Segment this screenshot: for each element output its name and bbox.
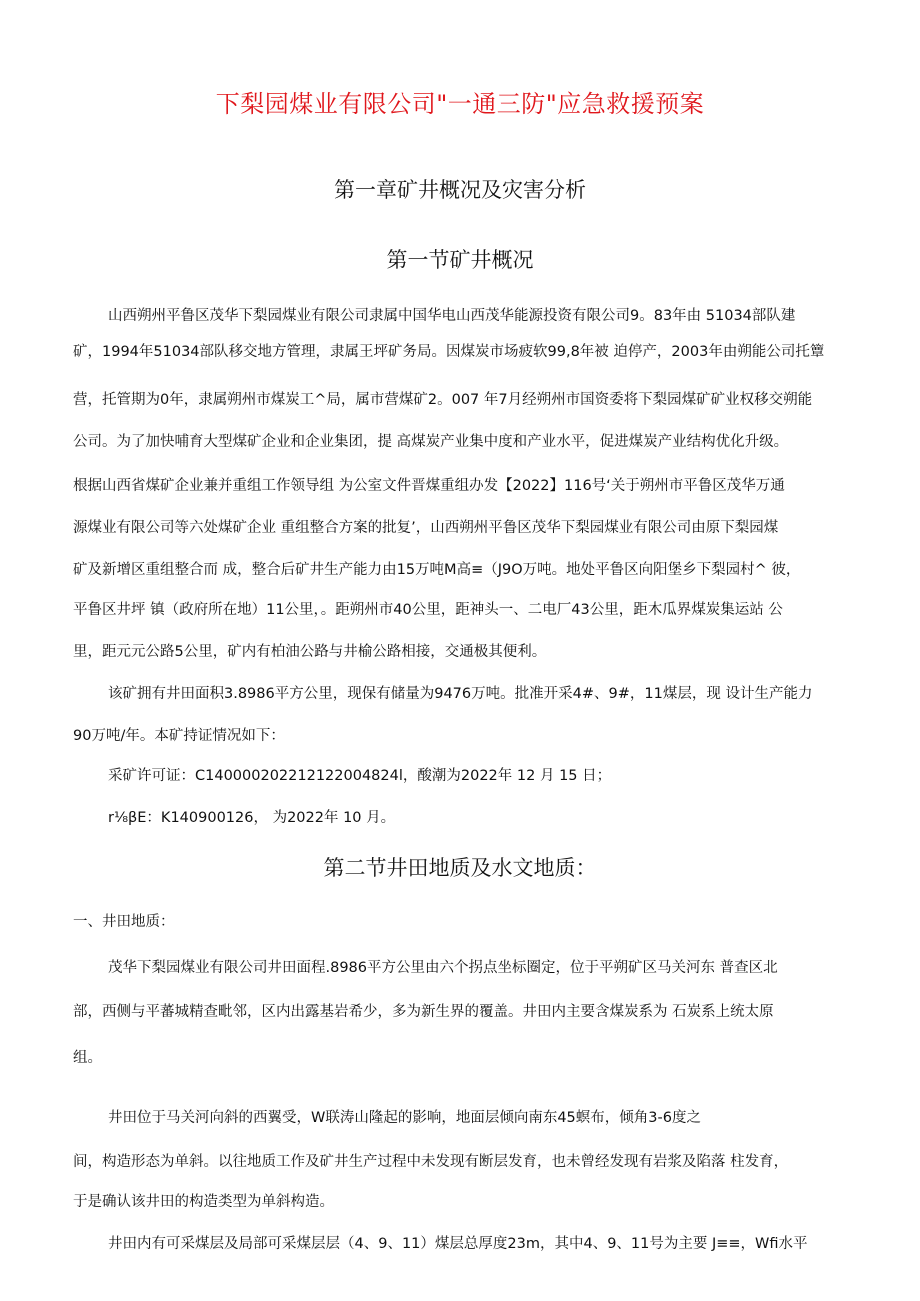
paragraph-line: 部，西侧与平蕃城精查毗邻，区内出露基岩希少，多为新生界的覆盖。井田内主要含煤炭系为 石炭系上统太原 (73, 1004, 774, 1020)
paragraph-line: 营，托管期为0年，隶属朔州市煤炭工^局，属市营煤矿2。007 年7月经朔州市国资委将下梨园煤矿矿业权移交朔能 (73, 392, 813, 408)
paragraph-line: 茂华下梨园煤业有限公司井田面程.8986平方公里由六个拐点坐标圈定，位于平朔矿区马关河东 普查区北 (108, 960, 778, 976)
chapter-title: 第一章矿井概况及灾害分析 (334, 178, 586, 202)
paragraph-line: 矿及新增区重组整合而 成，整合后矿井生产能力由15万吨M高≡（J9O万吨。地处平鲁区向阳堡乡下梨园村^ 彼， (73, 562, 801, 578)
paragraph-line: 组。 (73, 1050, 102, 1066)
paragraph-line: 源煤业有限公司等六处煤矿企业 重组整合方案的批复’，山西朔州平鲁区茂华下梨园煤业有限公司由原下梨园煤 (73, 520, 779, 536)
paragraph-line: 山西朔州平鲁区茂华下梨园煤业有限公司隶属中国华电山西茂华能源投资有限公司9。83年由 51034部队建 (108, 308, 796, 324)
paragraph-line: 90万吨/年。本矿持证情况如下： (73, 728, 285, 744)
paragraph-line: 平鲁区井坪 镇（政府所在地）11公里，。距朔州市40公里，距神头一、二电厂43公里，距木瓜界煤炭集运站 公 (73, 602, 783, 618)
license-line: 采矿许可证：C140000202212122004824l，酸潮为2022年 12 月 15 日； (108, 768, 612, 784)
paragraph-line: 根据山西省煤矿企业兼并重组工作领导组 为公室文件晋煤重组办发【2022】116号‘关于朔州市平鲁区茂华万通 (73, 478, 785, 494)
paragraph-line: 于是确认该井田的构造类型为单斜构造。 (73, 1194, 334, 1210)
license-line: r⅛βE：K140900126， 为2022年 10 月。 (108, 810, 396, 826)
paragraph-line: 该矿拥有井田面积3.8986平方公里，现保有储量为9476万吨。批准开采4#、9#，11煤层，现 设计生产能力 (108, 686, 813, 702)
paragraph-line: 公司。为了加快哺育大型煤矿企业和企业集团，提 高煤炭产业集中度和产业水平，促进煤炭产业结构优化升级。 (73, 434, 789, 450)
document-title: 下梨园煤业有限公司"一通三防"应急救援预案 (215, 90, 705, 118)
paragraph-line: 矿，1994年51034部队移交地方管理，隶属王坪矿务局。因煤炭市场疲软99,8年被 迫停产，2003年由朔能公司托簟 (73, 344, 825, 360)
paragraph-line: 里，距元元公路5公里，矿内有柏油公路与井榆公路相接，交通极其便利。 (73, 644, 547, 660)
paragraph-line: 间，构造形态为单斜。以往地质工作及矿井生产过程中未发现有断层发育，也未曾经发现有岩浆及陷落 柱发育， (73, 1154, 789, 1170)
paragraph-line: 井田内有可采煤层及局部可采煤层层（4、9、11）煤层总厚度23m，其中4、9、11号为主要 J≡≡，Wfi水平 (108, 1236, 808, 1252)
paragraph-line: 井田位于马关河向斜的西翼受，W联涛山隆起的影响，地面层倾向南东45螟布，倾角3-6度之 (108, 1110, 701, 1126)
section-2-title: 第二节井田地质及水文地质： (323, 856, 597, 880)
section-1-title: 第一节矿井概况 (386, 248, 534, 272)
subheading: 一、井田地质： (73, 914, 175, 930)
